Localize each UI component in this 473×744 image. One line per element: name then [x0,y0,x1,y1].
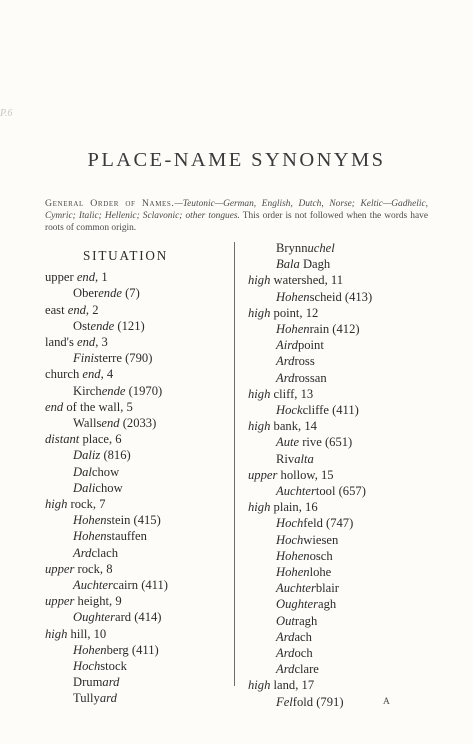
entry-text-part: ende [101,383,126,398]
entry-text-part: ach [294,629,312,644]
synonym-entry [45,285,225,301]
synonym-entry [45,512,225,528]
right-entry-list [248,240,428,710]
synonym-entry [248,337,428,353]
meaning-entry [248,467,428,483]
synonym-entry [45,658,225,674]
entry-text-part: (1970) [125,383,163,398]
left-entry-list [45,269,225,706]
entry-text-part: (121) [114,318,145,333]
entry-text-part: height, 9 [74,594,122,609]
entry-text-part: end [67,302,86,317]
entry-text-part: high [248,678,271,693]
right-column [248,240,428,710]
intro-paragraph [45,198,428,234]
entry-text-part: wiesen [303,532,339,547]
entry-text-part: Out [276,613,295,628]
entry-text-part: distant [45,432,80,447]
entry-text-part: blair [315,581,339,596]
entry-text-part: high [45,497,68,512]
entry-text-part: Daliz [73,448,101,463]
entry-text-part: Hohen [276,565,310,580]
meaning-entry [248,272,428,288]
entry-text-part: Auchter [276,581,316,596]
entry-text-part: (7) [121,286,140,301]
entry-text-part: Dagh [299,257,331,272]
entry-text-part: Brynn [276,241,308,255]
entry-text-part: agh [317,597,337,612]
entry-text-part: clach [91,545,119,560]
meaning-entry [45,334,225,350]
entry-text-part: Dali [73,480,96,495]
meaning-entry [248,418,428,434]
synonym-entry [45,642,225,658]
entry-text-part: lohe [309,565,332,580]
entry-text-part: Ard [276,629,295,644]
synonym-entry [248,434,428,450]
meaning-entry [248,499,428,515]
entry-text-part: och [294,646,313,661]
entry-text-part: upper [45,561,75,576]
entry-text-part: end [101,416,120,431]
entry-text-part: Walls [73,416,102,431]
entry-text-part: rossan [294,370,327,385]
meaning-entry [248,386,428,402]
synonym-entry [45,318,225,334]
entry-text-part: , 4 [100,367,114,382]
entry-text-part: rive (651) [299,435,353,450]
synonym-entry [45,609,225,625]
entry-text-part: plain, 16 [270,500,318,515]
synonym-entry [45,674,225,690]
entry-text-part: Hohen [276,289,310,304]
entry-text-part: Ard [276,662,295,677]
entry-text-part: ende [90,318,115,333]
entry-text-part: land's [45,335,78,350]
intro-language-order: —Teutonic—German, English, Dutch, Norse; Keltic—Gadhelic, Cymric; Italic; Hellenic; Sclavonic; other tongues. [45,199,428,222]
synonym-entry [248,483,428,499]
synonym-entry [248,402,428,418]
synonym-entry [248,289,428,305]
synonym-entry [248,629,428,645]
synonym-entry [248,321,428,337]
synonym-entry [248,694,428,710]
synonym-entry [45,350,225,366]
meaning-entry [45,626,225,642]
entry-text-part: rain (412) [309,322,360,337]
entry-text-part: high [248,419,271,434]
synonym-entry [45,577,225,593]
entry-text-part: high [248,273,271,288]
meaning-entry [45,561,225,577]
entry-text-part: point, 12 [270,305,319,320]
synonym-entry [248,532,428,548]
meaning-entry [45,302,225,318]
entry-text-part: cliff, 13 [270,386,314,401]
entry-text-part: Ard [73,545,92,560]
entry-text-part: , 2 [85,302,99,317]
entry-text-part: end [45,399,64,414]
synonym-entry [248,370,428,386]
entry-text-part: , 1 [95,270,108,285]
meaning-entry [45,496,225,512]
entry-text-part: point [297,338,324,353]
printer-signature-mark: A [383,697,390,707]
entry-text-part: ard [99,691,117,706]
entry-text-part: osch [309,548,333,563]
entry-text-part: Aird [276,338,298,353]
entry-text-part: Hohen [276,322,310,337]
entry-text-part: Ard [276,370,295,385]
entry-text-part: church [45,367,83,382]
synonym-entry [45,415,225,431]
entry-text-part: (2033) [119,416,157,431]
section-heading-situation: SITUATION [83,248,169,263]
entry-text-part: stein (415) [106,513,161,528]
entry-text-part: Hoch [276,532,304,547]
synonym-entry [248,353,428,369]
entry-text-part: end [77,335,96,350]
entry-text-part: feld (747) [303,516,354,531]
entry-text-part: land, 17 [270,678,315,693]
meaning-entry [45,431,225,447]
meaning-entry [45,399,225,415]
entry-text-part: high [248,386,271,401]
entry-text-part: Ost [73,318,91,333]
entry-text-part: Aute [276,435,300,450]
entry-text-part: Hock [276,403,303,418]
entry-text-part: Bala [276,257,300,272]
synonym-entry [45,383,225,399]
entry-text-part: Drum [73,675,103,690]
entry-text-part: clare [294,662,319,677]
synonym-entry [248,661,428,677]
entry-text-part: Riv [276,451,295,466]
meaning-entry [45,366,225,382]
entry-text-part: ross [294,354,315,369]
page-title: PLACE-NAME SYNONYMS [87,149,386,171]
entry-text-part: high [248,500,271,515]
entry-text-part: hollow, 15 [277,467,334,482]
synonym-entry [248,240,428,256]
synonym-entry [45,447,225,463]
entry-text-part: Hoch [73,659,101,674]
synonym-entry [248,596,428,612]
margin-pencil-note: P.6 [0,108,13,119]
synonym-entry [45,690,225,706]
entry-text-part: of the wall, 5 [63,399,133,414]
entry-text-part: cliffe (411) [302,403,359,418]
entry-text-part: ard (414) [114,610,162,625]
left-column [45,240,225,707]
entry-text-part: Oughter [73,610,115,625]
synonym-entry [45,528,225,544]
entry-text-part: stauffen [106,529,147,544]
synonym-entry [248,613,428,629]
column-divider [234,242,235,686]
entry-text-part: hill, 10 [67,626,107,641]
entry-text-part: Ard [276,354,295,369]
synonym-entry [248,451,428,467]
meaning-entry [248,677,428,693]
entry-text-part: , 3 [95,335,108,350]
entry-text-part: Fel [276,694,293,709]
entry-text-part: Dal [73,464,92,479]
entry-text-part: terre (790) [98,351,153,366]
entry-text-part: upper [45,594,75,609]
entry-text-part: bank, 14 [270,419,317,434]
entry-text-part: ard [102,675,120,690]
entry-text-part: high [45,626,68,641]
intro-note: This order is not followed when the words have roots of common origin. [45,211,428,234]
synonym-entry [248,256,428,272]
meaning-entry [45,269,225,285]
entry-text-part: end [76,270,96,285]
entry-text-part: berg (411) [106,642,159,657]
entry-text-part: watershed, 11 [270,273,344,288]
entry-text-part: tool (657) [315,484,366,499]
entry-text-part: stock [100,659,127,674]
entry-text-part: chow [91,464,120,479]
entry-text-part: uchel [307,241,335,255]
synonym-entry [248,515,428,531]
entry-text-part: rock, 7 [67,497,106,512]
entry-text-part: east [45,302,68,317]
synonym-entry [248,548,428,564]
synonym-entry [248,580,428,596]
meaning-entry [45,593,225,609]
meaning-entry [248,305,428,321]
entry-text-part: Auchter [276,484,316,499]
synonym-entry [45,545,225,561]
entry-text-part: rock, 8 [74,561,113,576]
synonym-entry [248,564,428,580]
entry-text-part: cairn (411) [112,578,169,593]
intro-lead: General Order of Names. [45,198,175,210]
entry-text-part: Hohen [73,642,107,657]
entry-text-part: chow [95,480,123,495]
entry-text-part: Oughter [276,597,318,612]
entry-text-part: alta [294,451,314,466]
entry-text-part: Hoch [276,516,304,531]
synonym-entry [45,480,225,496]
entry-text-part: (816) [100,448,131,463]
entry-text-part: Ober [73,286,99,301]
entry-text-part: upper [45,270,77,285]
entry-text-part: Kirch [73,383,102,398]
entry-text-part: Ard [276,646,295,661]
entry-text-part: Hohen [73,529,107,544]
entry-text-part: scheid (413) [309,289,373,304]
synonym-entry [45,464,225,480]
entry-text-part: ragh [294,613,318,628]
entry-text-part: Hohen [73,513,107,528]
entry-text-part: end [82,367,101,382]
synonym-entry [248,645,428,661]
entry-text-part: ende [98,286,122,301]
entry-text-part: upper [248,467,278,482]
entry-text-part: Auchter [73,578,113,593]
entry-text-part: Finis [73,351,99,366]
entry-text-part: high [248,305,271,320]
entry-text-part: place, 6 [79,432,122,447]
entry-text-part: fold (791) [292,694,344,709]
entry-text-part: Tully [73,691,100,706]
entry-text-part: Hohen [276,548,310,563]
